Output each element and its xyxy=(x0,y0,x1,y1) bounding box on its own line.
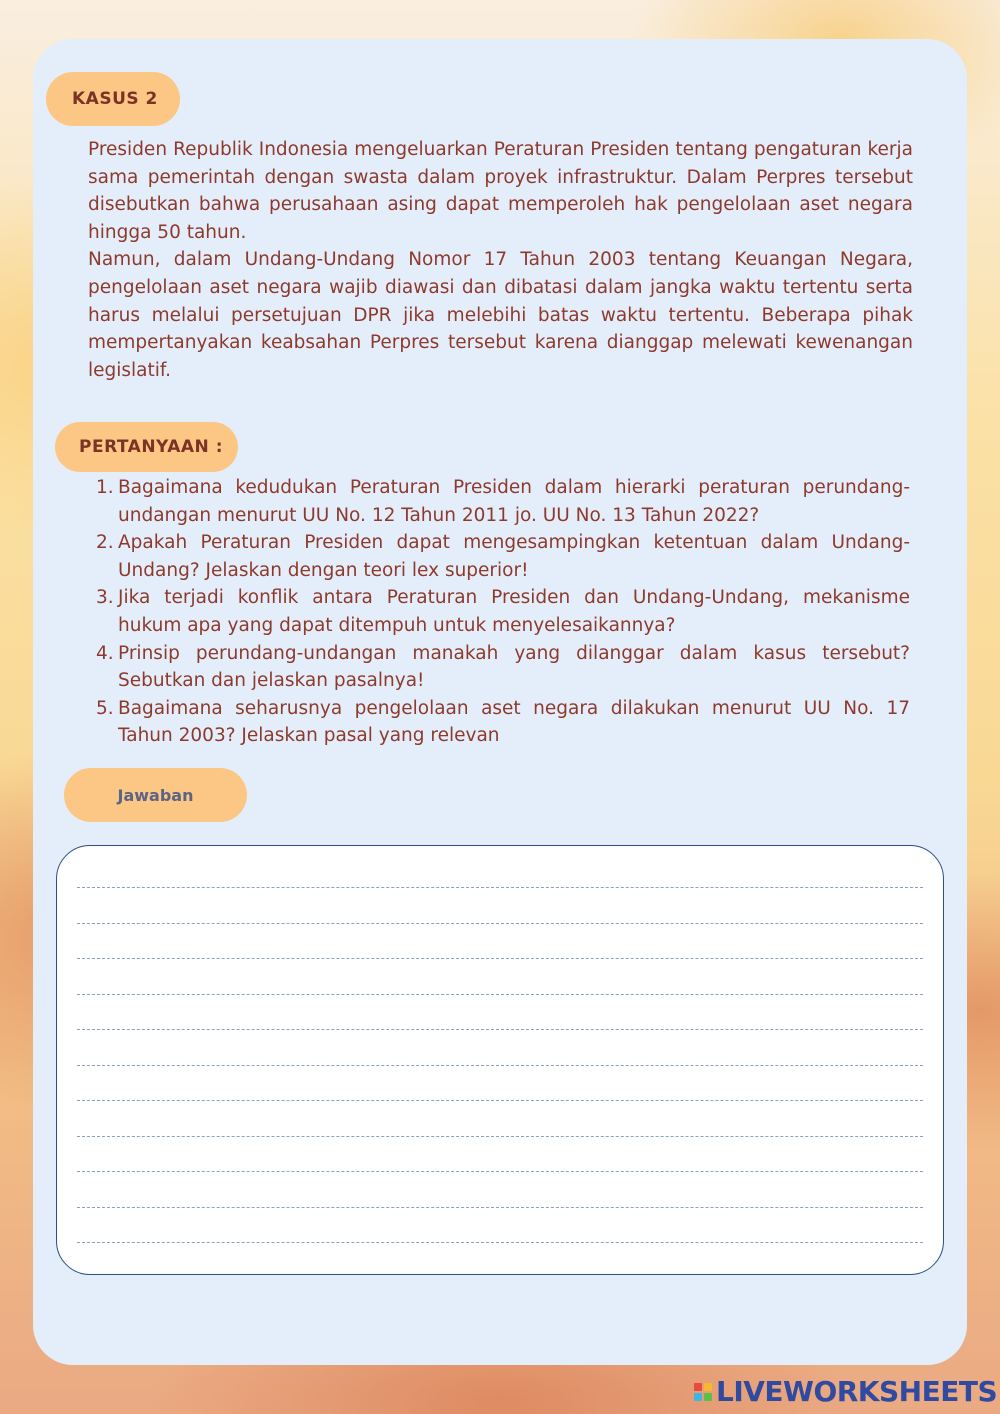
logo-square-e xyxy=(704,1393,712,1401)
brand-name: LIVEWORKSHEETS xyxy=(716,1375,998,1408)
question-list xyxy=(96,474,910,750)
questions-badge xyxy=(55,422,238,472)
question-text: Prinsip perundang-undangan manakah yang dilanggar dalam kasus tersebut? Sebutkan dan jelaskan pasalnya! xyxy=(118,642,910,692)
ruled-line xyxy=(77,1065,923,1066)
liveworksheets-logo[interactable] xyxy=(694,1375,997,1408)
answer-input-box[interactable] xyxy=(56,845,944,1275)
question-item xyxy=(96,695,910,750)
ruled-line xyxy=(77,923,923,924)
question-item xyxy=(96,640,910,695)
question-number: 4. xyxy=(96,642,114,664)
logo-square-v xyxy=(694,1393,702,1401)
case-badge xyxy=(46,72,180,126)
ruled-line xyxy=(77,958,923,959)
question-number: 5. xyxy=(96,697,114,719)
ruled-line xyxy=(77,1242,923,1243)
answer-badge xyxy=(64,768,247,822)
case-description xyxy=(88,136,913,384)
liveworksheets-icon xyxy=(694,1383,712,1401)
question-number: 2. xyxy=(96,532,114,554)
question-number: 3. xyxy=(96,587,114,609)
question-item xyxy=(96,529,910,584)
ruled-line xyxy=(77,1100,923,1101)
question-text: Apakah Peraturan Presiden dapat mengesampingkan ketentuan dalam Undang-Undang? Jelaskan dengan teori lex superior! xyxy=(118,532,910,581)
answer-badge-label: Jawaban xyxy=(117,785,194,805)
question-text: Bagaimana seharusnya pengelolaan aset negara dilakukan menurut UU No. 17 Tahun 2003? Jelaskan pasal yang relevan xyxy=(118,697,910,747)
case-badge-label: KASUS 2 xyxy=(72,89,158,109)
question-item xyxy=(96,474,910,529)
ruled-line xyxy=(77,887,923,888)
logo-square-l xyxy=(694,1383,702,1391)
question-number: 1. xyxy=(96,477,114,498)
ruled-line xyxy=(77,1029,923,1030)
question-text: Bagaimana kedudukan Peraturan Presiden dalam hierarki peraturan perundang-undangan menurut UU No. 12 Tahun 2011 jo. UU No. 13 Tahun 2022? xyxy=(118,477,910,526)
ruled-line xyxy=(77,1171,923,1172)
questions-badge-label: PERTANYAAN : xyxy=(79,437,224,457)
question-item xyxy=(96,584,910,639)
question-text: Jika terjadi konflik antara Peraturan Presiden dan Undang-Undang, mekanisme hukum apa yang dapat ditempuh untuk menyelesaikannya? xyxy=(118,587,910,636)
ruled-line xyxy=(77,994,923,995)
case-paragraph-2: Namun, dalam Undang-Undang Nomor 17 Tahun 2003 tentang Keuangan Negara, pengelolaan aset negara wajib diawasi dan dibatasi dalam jangka waktu tertentu serta harus melalui persetujuan DPR jika melebihi batas waktu tertentu. Beberapa pihak mempertanyakan keabsahan Perpres tersebut karena dianggap melewati kewenangan legislatif. xyxy=(88,249,913,381)
case-paragraph-1: Presiden Republik Indonesia mengeluarkan Peraturan Presiden tentang pengaturan kerja sama pemerintah dengan swasta dalam proyek infrastruktur. Dalam Perpres tersebut disebutkan bahwa perusahaan asing dapat memperoleh hak pengelolaan aset negara hingga 50 tahun. xyxy=(88,139,913,243)
ruled-line xyxy=(77,1136,923,1137)
ruled-line xyxy=(77,1207,923,1208)
logo-square-i xyxy=(704,1383,712,1391)
